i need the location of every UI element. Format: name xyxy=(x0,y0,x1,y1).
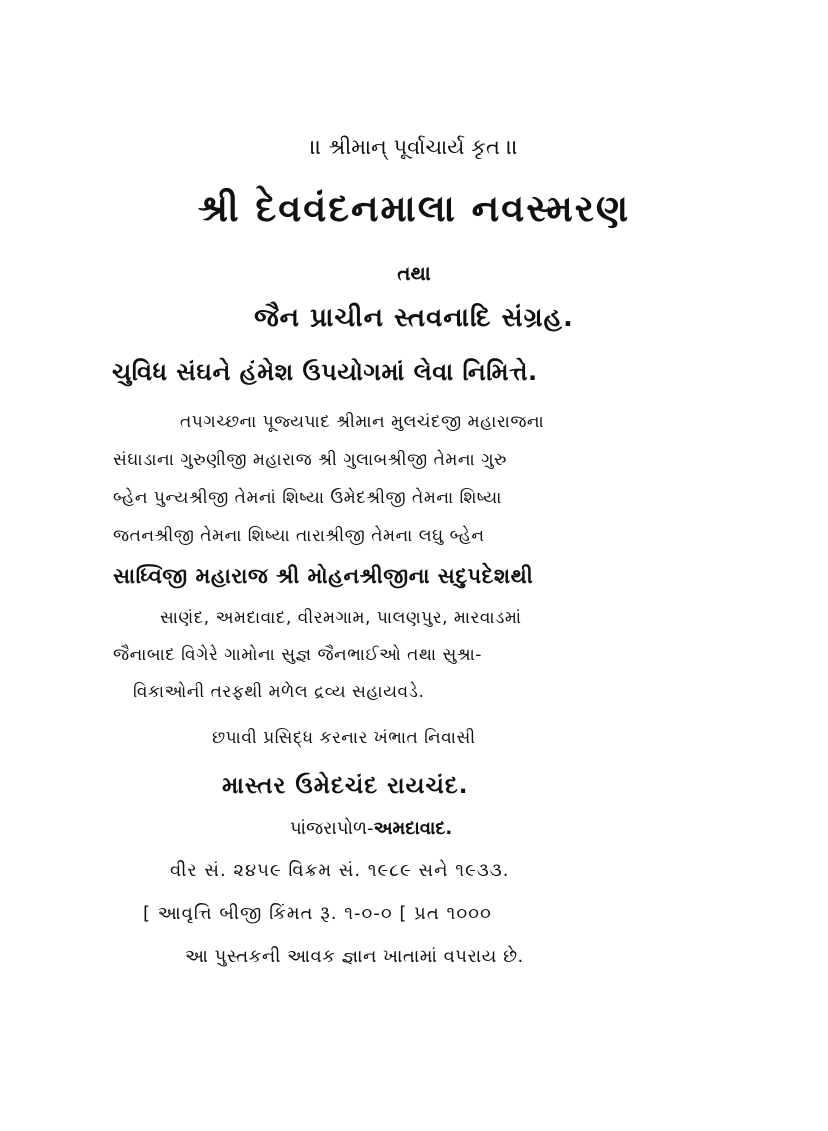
publisher-intro: છપાવી પ્રસિદ્ધ કરનાર ખંભાત નિવાસી xyxy=(212,728,476,748)
publication-date: વીર સં. ૨૪૫૯ વિક્રમ સં. ૧૯૮૯ સને ૧૯૩૩. xyxy=(170,860,510,881)
location-city: અમદાવાદ. xyxy=(373,818,453,839)
contribution-line: વિકાઓની તરફથી મળેલ દ્રવ્ય સહાયવડે. xyxy=(133,682,425,702)
lineage-line: સંઘાડાના ગુરુણીજી મહારાજ શ્રી ગુલાબશ્રીજી તેમના ગુરુ xyxy=(113,450,507,470)
contribution-line: સાણંદ, અમદાવાદ, વીરમગામ, પાલણપુર, મારવાડમાં xyxy=(160,608,522,628)
lineage-line: જતનશ્રીજી તેમના શિષ્યા તારાશ્રીજી તેમના લઘુ બ્હેન xyxy=(113,526,485,546)
lineage-line: બ્હેન પુન્યશ્રીજી તેમનાં શિષ્યા ઉમેદશ્રીજી તેમના શિષ્યા xyxy=(113,488,502,508)
lineage-line-emphasis: સાધ્વિજી મહારાજ શ્રી મોહનશ્રીજીના સદુપદેશથી xyxy=(113,564,534,588)
lineage-line: તપગચ્છના પૂજ્યપાદ શ્રીમાન મુલચંદજી મહારાજના xyxy=(180,412,545,432)
footer-note: આ પુસ્તકની આવક જ્ઞાન ખાતામાં વપરાય છે. xyxy=(185,946,524,967)
publisher-name: માસ્તર ઉમેદચંદ રાયચંદ. xyxy=(222,773,469,799)
book-title: શ્રી દેવવંદનમાલા નવસ્મરણ xyxy=(197,187,631,230)
edition-price-copies: [ આવૃત્તિ બીજી કિંમત રૂ. ૧-૦-૦ [ પ્રત ૧૦૦૦ xyxy=(143,903,492,924)
invocation-header: ।। શ્રીમાન્ પૂર્વાચાર્ય કૃત ।। xyxy=(310,135,518,159)
publisher-location xyxy=(290,820,452,838)
location-prefix: પાંજરાપોળ- xyxy=(290,818,374,839)
purpose-line: ચુવિધ સંઘને હંમેશ ઉપયોગમાં લેવા નિમિત્તે. xyxy=(112,358,538,386)
conjunction-text: તથા xyxy=(397,261,431,285)
contribution-line: જૈનાબાદ વિગેરે ગામોના સુજ્ઞ જૈનભાઈઓ તથા સુશ્રા- xyxy=(113,645,482,665)
book-subtitle: જૈન પ્રાચીન સ્તવનાદિ સંગ્રહ. xyxy=(254,303,574,333)
